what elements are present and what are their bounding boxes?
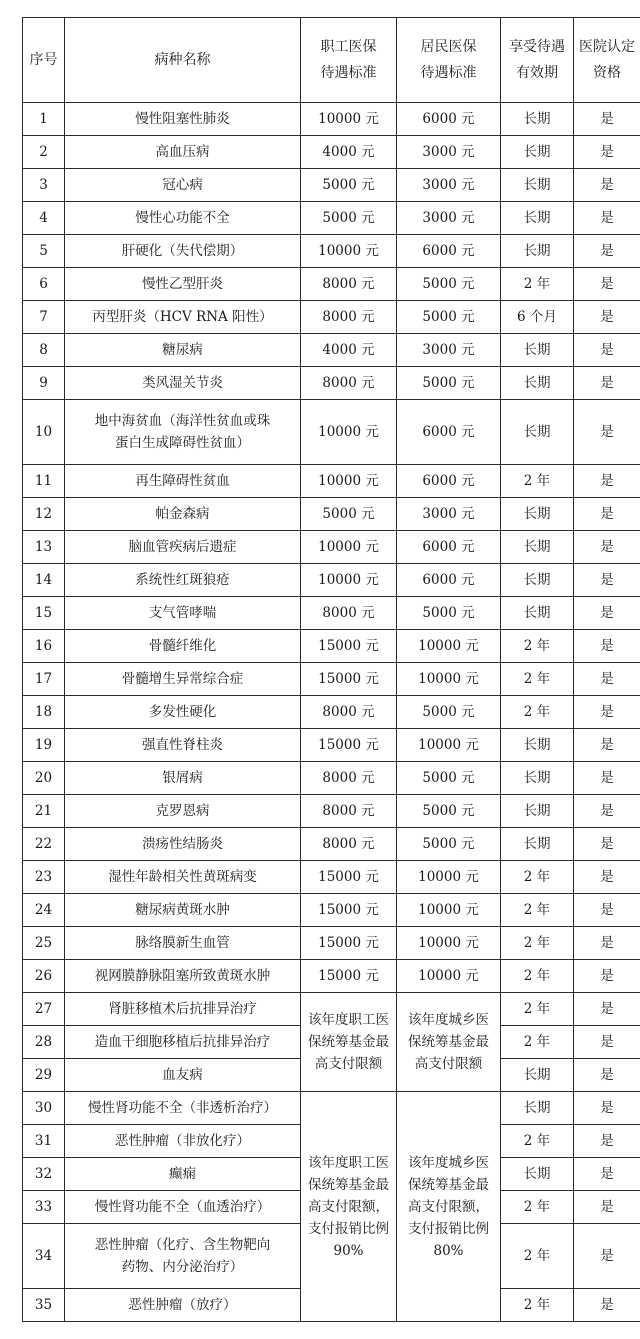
cell-resident-standard: 3000 元	[397, 498, 501, 531]
cell-validity: 长期	[501, 235, 574, 268]
cell-validity: 长期	[501, 169, 574, 202]
cell-disease-name: 骨髓增生异常综合症	[65, 663, 301, 696]
cell-resident-standard: 6000 元	[397, 531, 501, 564]
cell-hospital-qualification: 是	[574, 202, 640, 235]
cell-disease-name: 恶性肿瘤（化疗、含生物靶向 药物、内分泌治疗）	[65, 1224, 301, 1289]
table-row	[23, 597, 640, 630]
cell-employee-standard: 5000 元	[301, 202, 397, 235]
cell-hospital-qualification: 是	[574, 663, 640, 696]
table-row	[23, 202, 640, 235]
cell-disease-name: 脉络膜新生血管	[65, 927, 301, 960]
table-row	[23, 531, 640, 564]
cell-validity: 长期	[501, 597, 574, 630]
cell-validity: 2 年	[501, 1289, 574, 1322]
cell-no: 17	[23, 663, 65, 696]
cell-employee-standard: 10000 元	[301, 564, 397, 597]
cell-hospital-qualification: 是	[574, 960, 640, 993]
cell-no: 24	[23, 894, 65, 927]
cell-employee-standard: 15000 元	[301, 729, 397, 762]
cell-hospital-qualification: 是	[574, 762, 640, 795]
table-row	[23, 169, 640, 202]
cell-no: 14	[23, 564, 65, 597]
cell-employee-standard: 8000 元	[301, 301, 397, 334]
cell-validity: 长期	[501, 729, 574, 762]
cell-disease-name: 再生障碍性贫血	[65, 465, 301, 498]
cell-validity: 长期	[501, 103, 574, 136]
header-name: 病种名称	[65, 18, 301, 103]
cell-validity: 2 年	[501, 960, 574, 993]
table-row	[23, 828, 640, 861]
cell-hospital-qualification: 是	[574, 795, 640, 828]
cell-validity: 2 年	[501, 663, 574, 696]
cell-disease-name: 肝硬化（失代偿期）	[65, 235, 301, 268]
cell-employee-standard: 10000 元	[301, 465, 397, 498]
table-row	[23, 268, 640, 301]
cell-no: 33	[23, 1191, 65, 1224]
cell-no: 34	[23, 1224, 65, 1289]
cell-hospital-qualification: 是	[574, 334, 640, 367]
cell-validity: 长期	[501, 531, 574, 564]
cell-disease-name: 视网膜静脉阻塞所致黄斑水肿	[65, 960, 301, 993]
table-row	[23, 136, 640, 169]
cell-disease-name: 丙型肝炎（HCV RNA 阳性）	[65, 301, 301, 334]
header-hospital: 医院认定 资格	[574, 18, 640, 103]
table-row	[23, 400, 640, 465]
cell-disease-name: 骨髓纤维化	[65, 630, 301, 663]
cell-employee-standard: 8000 元	[301, 762, 397, 795]
table-row	[23, 894, 640, 927]
cell-disease-name: 慢性肾功能不全（血透治疗）	[65, 1191, 301, 1224]
cell-resident-standard: 5000 元	[397, 762, 501, 795]
cell-hospital-qualification: 是	[574, 993, 640, 1026]
table-row	[23, 564, 640, 597]
cell-disease-name: 支气管哮喘	[65, 597, 301, 630]
table-row	[23, 795, 640, 828]
cell-validity: 长期	[501, 828, 574, 861]
cell-no: 31	[23, 1125, 65, 1158]
cell-hospital-qualification: 是	[574, 136, 640, 169]
cell-no: 5	[23, 235, 65, 268]
merged-employee-limit-ratio: 该年度职工医 保统筹基金最 高支付限额， 支付报销比例 90%	[301, 1092, 397, 1322]
table-row	[23, 334, 640, 367]
cell-hospital-qualification: 是	[574, 828, 640, 861]
header-row	[23, 18, 640, 103]
cell-validity: 2 年	[501, 1224, 574, 1289]
cell-no: 26	[23, 960, 65, 993]
table-row	[23, 960, 640, 993]
cell-no: 8	[23, 334, 65, 367]
cell-no: 20	[23, 762, 65, 795]
table-row	[23, 762, 640, 795]
cell-no: 3	[23, 169, 65, 202]
cell-no: 16	[23, 630, 65, 663]
cell-employee-standard: 5000 元	[301, 169, 397, 202]
cell-disease-name: 造血干细胞移植后抗排异治疗	[65, 1026, 301, 1059]
cell-employee-standard: 8000 元	[301, 795, 397, 828]
cell-no: 30	[23, 1092, 65, 1125]
cell-validity: 2 年	[501, 1125, 574, 1158]
cell-hospital-qualification: 是	[574, 367, 640, 400]
table-row	[23, 498, 640, 531]
cell-no: 22	[23, 828, 65, 861]
cell-disease-name: 银屑病	[65, 762, 301, 795]
cell-hospital-qualification: 是	[574, 169, 640, 202]
cell-validity: 2 年	[501, 894, 574, 927]
cell-employee-standard: 15000 元	[301, 630, 397, 663]
cell-no: 21	[23, 795, 65, 828]
cell-hospital-qualification: 是	[574, 268, 640, 301]
cell-resident-standard: 10000 元	[397, 663, 501, 696]
cell-employee-standard: 15000 元	[301, 861, 397, 894]
cell-disease-name: 系统性红斑狼疮	[65, 564, 301, 597]
table-body	[23, 103, 640, 1322]
cell-disease-name: 糖尿病黄斑水肿	[65, 894, 301, 927]
cell-employee-standard: 10000 元	[301, 400, 397, 465]
cell-validity: 2 年	[501, 1026, 574, 1059]
header-employee: 职工医保 待遇标准	[301, 18, 397, 103]
cell-validity: 2 年	[501, 268, 574, 301]
cell-no: 25	[23, 927, 65, 960]
cell-disease-name: 恶性肿瘤（放疗）	[65, 1289, 301, 1322]
cell-employee-standard: 8000 元	[301, 828, 397, 861]
cell-validity: 长期	[501, 367, 574, 400]
cell-disease-name: 癫痫	[65, 1158, 301, 1191]
cell-no: 1	[23, 103, 65, 136]
cell-validity: 2 年	[501, 927, 574, 960]
disease-table	[22, 17, 640, 1322]
cell-resident-standard: 10000 元	[397, 894, 501, 927]
cell-hospital-qualification: 是	[574, 630, 640, 663]
cell-no: 11	[23, 465, 65, 498]
cell-hospital-qualification: 是	[574, 729, 640, 762]
cell-no: 35	[23, 1289, 65, 1322]
cell-employee-standard: 8000 元	[301, 367, 397, 400]
cell-no: 32	[23, 1158, 65, 1191]
table-row	[23, 630, 640, 663]
table-row	[23, 465, 640, 498]
cell-no: 15	[23, 597, 65, 630]
cell-no: 13	[23, 531, 65, 564]
cell-no: 29	[23, 1059, 65, 1092]
cell-hospital-qualification: 是	[574, 465, 640, 498]
cell-hospital-qualification: 是	[574, 894, 640, 927]
cell-resident-standard: 10000 元	[397, 960, 501, 993]
cell-validity: 长期	[501, 202, 574, 235]
cell-employee-standard: 8000 元	[301, 268, 397, 301]
table-row	[23, 367, 640, 400]
cell-hospital-qualification: 是	[574, 400, 640, 465]
cell-validity: 长期	[501, 1059, 574, 1092]
cell-disease-name: 强直性脊柱炎	[65, 729, 301, 762]
cell-employee-standard: 15000 元	[301, 960, 397, 993]
cell-resident-standard: 10000 元	[397, 630, 501, 663]
cell-no: 6	[23, 268, 65, 301]
cell-employee-standard: 8000 元	[301, 597, 397, 630]
cell-disease-name: 肾脏移植术后抗排异治疗	[65, 993, 301, 1026]
cell-hospital-qualification: 是	[574, 597, 640, 630]
cell-no: 10	[23, 400, 65, 465]
cell-resident-standard: 10000 元	[397, 729, 501, 762]
cell-hospital-qualification: 是	[574, 1125, 640, 1158]
cell-employee-standard: 5000 元	[301, 498, 397, 531]
cell-disease-name: 糖尿病	[65, 334, 301, 367]
cell-resident-standard: 5000 元	[397, 367, 501, 400]
cell-hospital-qualification: 是	[574, 696, 640, 729]
table-row	[23, 663, 640, 696]
cell-no: 18	[23, 696, 65, 729]
cell-hospital-qualification: 是	[574, 861, 640, 894]
cell-disease-name: 脑血管疾病后遗症	[65, 531, 301, 564]
cell-hospital-qualification: 是	[574, 103, 640, 136]
cell-disease-name: 地中海贫血（海洋性贫血或珠 蛋白生成障碍性贫血）	[65, 400, 301, 465]
table-row	[23, 301, 640, 334]
cell-no: 4	[23, 202, 65, 235]
cell-employee-standard: 10000 元	[301, 103, 397, 136]
cell-validity: 长期	[501, 1092, 574, 1125]
medical-insurance-table	[22, 17, 635, 1322]
cell-validity: 2 年	[501, 630, 574, 663]
table-row	[23, 927, 640, 960]
cell-validity: 长期	[501, 564, 574, 597]
cell-validity: 2 年	[501, 993, 574, 1026]
cell-disease-name: 慢性肾功能不全（非透析治疗）	[65, 1092, 301, 1125]
cell-no: 9	[23, 367, 65, 400]
cell-hospital-qualification: 是	[574, 564, 640, 597]
cell-resident-standard: 3000 元	[397, 136, 501, 169]
cell-resident-standard: 6000 元	[397, 235, 501, 268]
cell-hospital-qualification: 是	[574, 1158, 640, 1191]
cell-disease-name: 溃疡性结肠炎	[65, 828, 301, 861]
cell-disease-name: 血友病	[65, 1059, 301, 1092]
cell-disease-name: 帕金森病	[65, 498, 301, 531]
cell-hospital-qualification: 是	[574, 531, 640, 564]
cell-validity: 长期	[501, 762, 574, 795]
cell-validity: 6 个月	[501, 301, 574, 334]
cell-resident-standard: 5000 元	[397, 828, 501, 861]
cell-hospital-qualification: 是	[574, 1191, 640, 1224]
cell-resident-standard: 5000 元	[397, 597, 501, 630]
cell-employee-standard: 10000 元	[301, 531, 397, 564]
cell-employee-standard: 8000 元	[301, 696, 397, 729]
cell-validity: 2 年	[501, 1191, 574, 1224]
cell-no: 2	[23, 136, 65, 169]
cell-validity: 2 年	[501, 861, 574, 894]
cell-validity: 长期	[501, 136, 574, 169]
cell-hospital-qualification: 是	[574, 1224, 640, 1289]
cell-validity: 长期	[501, 1158, 574, 1191]
cell-employee-standard: 4000 元	[301, 334, 397, 367]
cell-resident-standard: 6000 元	[397, 103, 501, 136]
cell-hospital-qualification: 是	[574, 1289, 640, 1322]
cell-hospital-qualification: 是	[574, 498, 640, 531]
table-row	[23, 729, 640, 762]
cell-resident-standard: 5000 元	[397, 301, 501, 334]
cell-resident-standard: 10000 元	[397, 927, 501, 960]
header-no: 序号	[23, 18, 65, 103]
cell-employee-standard: 15000 元	[301, 927, 397, 960]
cell-no: 27	[23, 993, 65, 1026]
cell-resident-standard: 6000 元	[397, 465, 501, 498]
cell-validity: 长期	[501, 498, 574, 531]
cell-disease-name: 恶性肿瘤（非放化疗）	[65, 1125, 301, 1158]
table-row	[23, 235, 640, 268]
merged-resident-limit-ratio: 该年度城乡医 保统筹基金最 高支付限额， 支付报销比例 80%	[397, 1092, 501, 1322]
merged-resident-limit: 该年度城乡医 保统筹基金最 高支付限额	[397, 993, 501, 1092]
cell-validity: 2 年	[501, 465, 574, 498]
cell-disease-name: 高血压病	[65, 136, 301, 169]
cell-disease-name: 多发性硬化	[65, 696, 301, 729]
cell-hospital-qualification: 是	[574, 301, 640, 334]
cell-resident-standard: 5000 元	[397, 268, 501, 301]
cell-resident-standard: 3000 元	[397, 334, 501, 367]
cell-validity: 2 年	[501, 696, 574, 729]
cell-no: 7	[23, 301, 65, 334]
cell-no: 23	[23, 861, 65, 894]
cell-resident-standard: 6000 元	[397, 400, 501, 465]
cell-employee-standard: 4000 元	[301, 136, 397, 169]
cell-validity: 长期	[501, 795, 574, 828]
cell-employee-standard: 15000 元	[301, 894, 397, 927]
cell-resident-standard: 6000 元	[397, 564, 501, 597]
table-row	[23, 696, 640, 729]
cell-hospital-qualification: 是	[574, 927, 640, 960]
cell-employee-standard: 10000 元	[301, 235, 397, 268]
header-validity: 享受待遇 有效期	[501, 18, 574, 103]
cell-employee-standard: 15000 元	[301, 663, 397, 696]
cell-disease-name: 类风湿关节炎	[65, 367, 301, 400]
cell-no: 12	[23, 498, 65, 531]
header-resident: 居民医保 待遇标准	[397, 18, 501, 103]
cell-disease-name: 慢性乙型肝炎	[65, 268, 301, 301]
cell-disease-name: 湿性年龄相关性黄斑病变	[65, 861, 301, 894]
cell-validity: 长期	[501, 334, 574, 367]
cell-validity: 长期	[501, 400, 574, 465]
cell-no: 28	[23, 1026, 65, 1059]
cell-resident-standard: 10000 元	[397, 861, 501, 894]
cell-resident-standard: 3000 元	[397, 202, 501, 235]
cell-no: 19	[23, 729, 65, 762]
cell-disease-name: 克罗恩病	[65, 795, 301, 828]
cell-disease-name: 慢性阻塞性肺炎	[65, 103, 301, 136]
table-row	[23, 993, 640, 1026]
merged-employee-limit: 该年度职工医 保统筹基金最 高支付限额	[301, 993, 397, 1092]
table-row	[23, 861, 640, 894]
table-row	[23, 103, 640, 136]
cell-hospital-qualification: 是	[574, 1092, 640, 1125]
cell-hospital-qualification: 是	[574, 1059, 640, 1092]
cell-hospital-qualification: 是	[574, 235, 640, 268]
table-row	[23, 1092, 640, 1125]
cell-disease-name: 冠心病	[65, 169, 301, 202]
cell-resident-standard: 3000 元	[397, 169, 501, 202]
cell-resident-standard: 5000 元	[397, 795, 501, 828]
cell-resident-standard: 5000 元	[397, 696, 501, 729]
cell-disease-name: 慢性心功能不全	[65, 202, 301, 235]
cell-hospital-qualification: 是	[574, 1026, 640, 1059]
